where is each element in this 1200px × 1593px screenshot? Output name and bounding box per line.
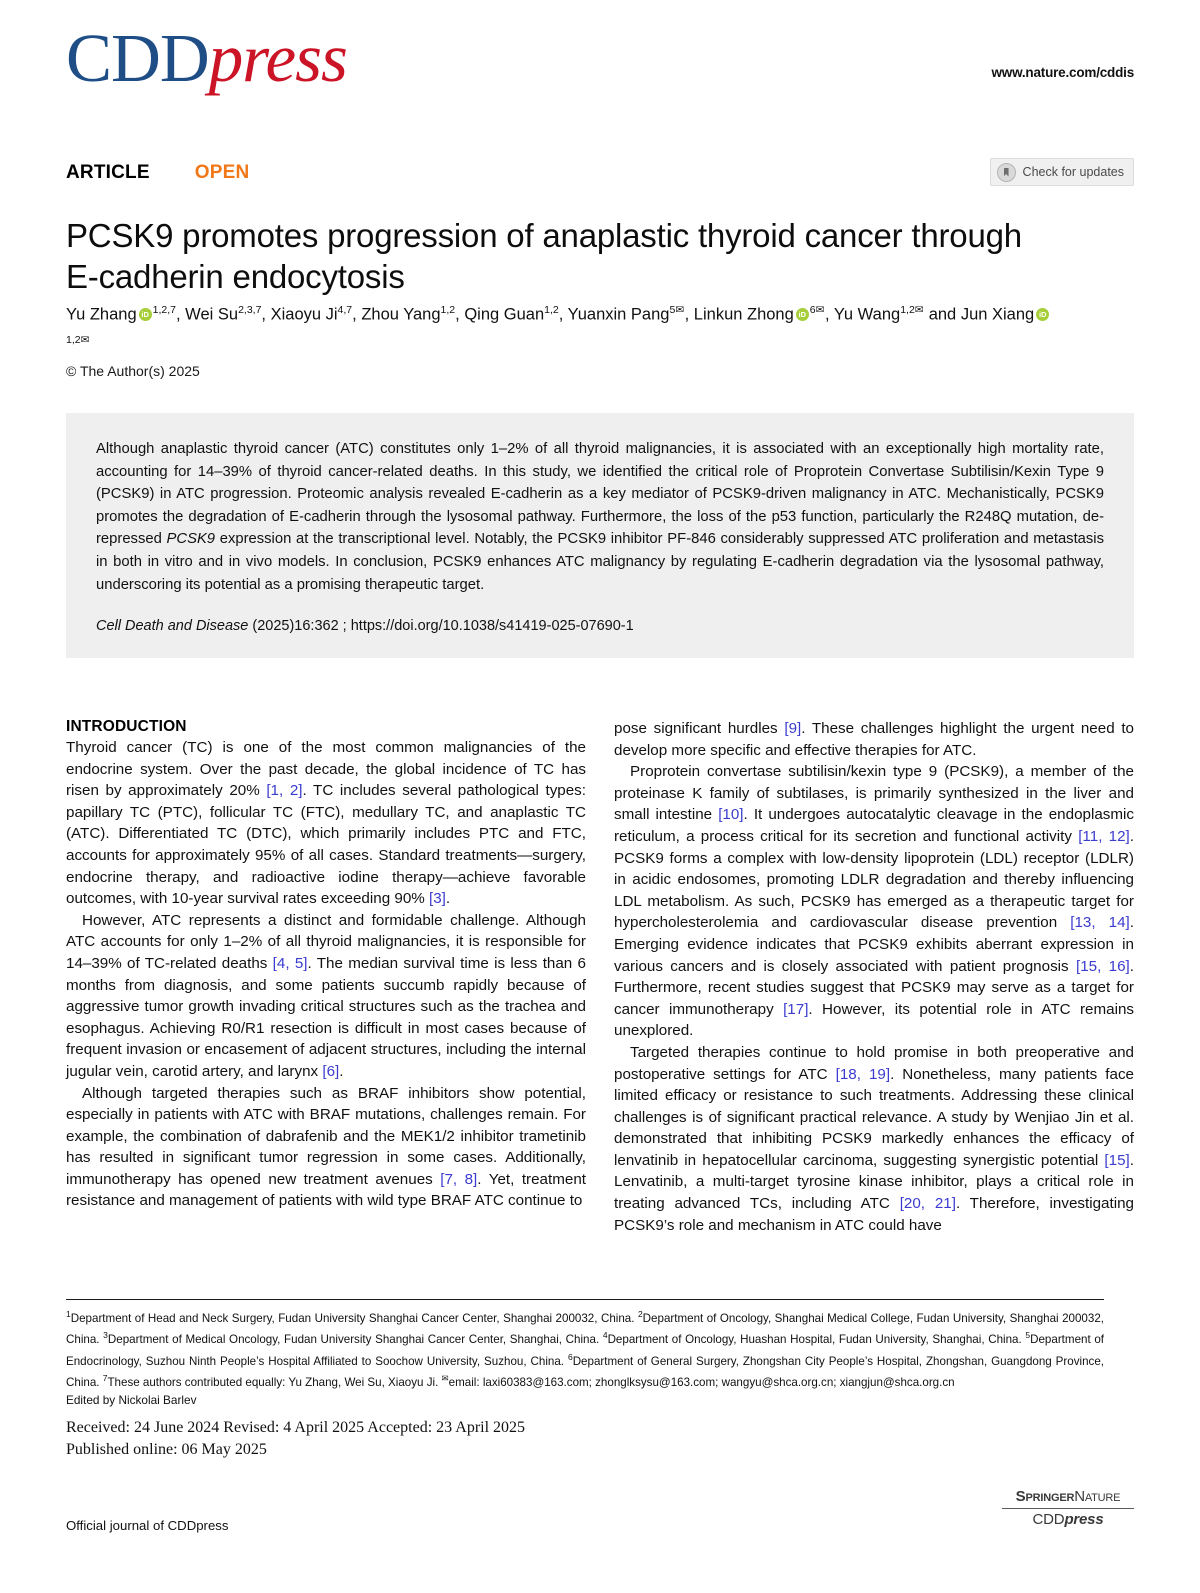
body-columns [66, 718, 1134, 1236]
affiliation-footnotes [66, 1306, 1104, 1391]
author-affiliation-marker: 1,2 [440, 304, 456, 316]
affiliation-text: Department of General Surgery, Zhongshan City People’s Hospital, Zhongshan, Guangdong Province, China. [66, 1354, 1104, 1389]
article-type-label: ARTICLE [66, 162, 150, 183]
author-affiliation-marker: 1,2 [66, 333, 81, 346]
official-journal-line: Official journal of CDDpress [66, 1518, 229, 1533]
author-name[interactable]: Qing Guan [464, 305, 545, 324]
affiliation-marker: 3 [103, 1330, 108, 1341]
citation-reference[interactable]: [11, 12] [1078, 827, 1130, 845]
editor-line: Edited by Nickolai Barlev [66, 1393, 197, 1407]
paragraph: pose significant hurdles [9]. These challenges highlight the urgent need to develop more specific and effective therapies for ATC. [614, 720, 1134, 759]
email-label: email: [448, 1375, 483, 1389]
copyright-line: © The Author(s) 2025 [66, 363, 200, 379]
affiliation-marker: 2 [637, 1309, 643, 1319]
check-for-updates-label: Check for updates [1022, 165, 1124, 179]
press-sub-text: press [1064, 1511, 1104, 1528]
journal-url[interactable]: www.nature.com/cddis [991, 65, 1134, 80]
author-name[interactable]: Jun Xiang [960, 305, 1035, 324]
author-affiliation-marker: 4,7 [337, 304, 353, 316]
citation-reference[interactable]: [13, 14] [1070, 914, 1130, 932]
author-list: Yu Zhang iD $^{1,2,7}$, Wei Su$^{2,3,7}$, Xiaoyu Ji$^{4,7}$, Zhou Yang$^{1,2}$, Qing Guan$^{1,2}$, Yuanxin Pang$^{5✉}$, Linkun Zhong iD $^{6✉}$, Yu Wang$^{1,2✉}$ and Jun XiangiD$^{1,2✉}$ [66, 298, 1051, 357]
author-name[interactable]: Yu Zhang [66, 305, 137, 324]
affiliation-text: Department of Medical Oncology, Fudan University Shanghai Cancer Center, Shanghai, China. [107, 1333, 603, 1347]
abstract-text [96, 438, 1104, 596]
citation-reference[interactable]: [7, 8] [440, 1170, 478, 1188]
abstract-box [66, 413, 1134, 658]
cddpress-sublogo [1002, 1511, 1134, 1528]
citation-reference[interactable]: [9] [784, 720, 802, 737]
author-affiliation-marker: 5 [669, 304, 676, 316]
author-name[interactable]: Linkun Zhong [693, 305, 794, 324]
affiliation-marker: 7 [102, 1372, 108, 1383]
affiliation-marker: 1 [66, 1309, 71, 1319]
author-name[interactable]: Xiaoyu Ji [270, 305, 338, 324]
orcid-icon[interactable] [139, 308, 152, 321]
paragraph: Although targeted therapies such as BRAF inhibitors show potential, especially in patients with ATC with BRAF mutations, challenges remain. For example, the combination of dabrafenib and the MEK1/2 inhibitor trametinib has resulted in significant tumor regression in some cases. Additionally, immunotherapy has opened new treatment avenues [7, 8]. Yet, treatment resistance and management of patients with wild type BRAF ATC continue to [66, 1084, 586, 1210]
abstract-part-1: Although anaplastic thyroid cancer (ATC) constitutes only 1–2% of all thyroid malignancies, it is associated with an exceptionally high mortality rate, accounting for 14–39% of thyroid cancer-related deaths. In this study, we identified the critical role of Proprotein Convertase Subtilisin/Kexin Type 9 (PCSK9) in ATC progression. Proteomic analysis revealed E-cadherin as a key mediator of PCSK9-driven malignancy in ATC. Mechanistically, PCSK9 promotes the degradation of E-cadherin through the lysosomal pathway. Furthermore, the loss of the p53 function, particularly the R248Q mutation, de-repressed [96, 441, 1104, 548]
logo-primary-text: CDD [66, 20, 209, 96]
citation-reference[interactable]: [15, 16] [1075, 957, 1130, 975]
publication-dates [66, 1417, 766, 1461]
affiliation-marker: 4 [602, 1330, 608, 1341]
page-title: PCSK9 promotes progression of anaplastic thyroid cancer through E-cadherin endocytosis [66, 217, 1022, 296]
affiliation-marker: 6 [567, 1351, 573, 1362]
abstract-italic-gene: PCSK9 [166, 531, 216, 548]
citation-reference[interactable]: [20, 21] [899, 1195, 956, 1213]
paragraph: Proprotein convertase subtilisin/kexin type 9 (PCSK9), a member of the proteinase K family of subtilases, is primarily synthesized in the liver and small intestine [10]. It undergoes autocatalytic cleavage in the endoplasmic reticulum, a process critical for its secretion and functional activity [11, 12]. PCSK9 forms a complex with low-density lipoprotein (LDL) receptor (LDLR) in acidic endosomes, promoting LDLR degradation and thereby influencing LDL metabolism. As such, PCSK9 has emerged as a therapeutic target for hypercholesterolemia and cardiovascular disease prevention [13, 14]. Emerging evidence indicates that PCSK9 exhibits aberrant expression in various cancers and is closely associated with patient prognosis [15, 16]. Furthermore, recent studies suggest that PCSK9 may serve as a target for cancer immunotherapy [17]. However, its potential role in ATC remains unexplored. [614, 763, 1135, 1040]
author-affiliation-marker: 1,2,7 [152, 304, 176, 316]
logo-secondary-text: press [208, 20, 347, 96]
right-column [614, 718, 1134, 1236]
affiliation-text: Department of Head and Neck Surgery, Fudan University Shanghai Cancer Center, Shanghai 200032, China. [70, 1311, 638, 1325]
journal-name: Cell Death and Disease [96, 618, 249, 635]
author-affiliation-marker: 1,2 [544, 304, 559, 316]
citation-reference[interactable]: [17] [783, 1000, 809, 1018]
corresponding-author-icon[interactable]: ✉ [675, 304, 685, 316]
author-affiliation-marker: 2,3,7 [238, 304, 262, 316]
open-access-badge: OPEN [194, 162, 250, 183]
author-affiliation-marker: 6 [809, 304, 816, 316]
corresponding-author-icon[interactable]: ✉ [914, 304, 925, 316]
springer-nature-logo [1002, 1488, 1134, 1528]
citation-reference[interactable]: [10] [718, 806, 744, 824]
paragraph: Targeted therapies continue to hold promise in both preoperative and postoperative settings for ATC [18, 19]. Nonetheless, many patients face limited efficacy or resistance to such treatments. Addressing these clinical challenges is of significant practical relevance. A study by Wenjiao Jin et al. demonstrated that inhibiting PCSK9 markedly enhances the efficacy of lenvatinib in hepatocellular carcinoma, suggesting synergistic potential [15]. Lenvatinib, a multi-target tyrosine kinase inhibitor, plays a critical role in treating advanced TCs, including ATC [20, 21]. Therefore, investigating PCSK9’s role and mechanism in ATC could have [614, 1043, 1134, 1234]
citation-reference[interactable]: [18, 19] [835, 1065, 891, 1083]
citation-reference[interactable]: [1, 2] [266, 782, 303, 800]
orcid-icon[interactable] [796, 308, 809, 321]
received-revised-accepted: Received: 24 June 2024 Revised: 4 April 2025 Accepted: 23 April 2025 [66, 1419, 526, 1436]
affiliation-text: Department of Endocrinology, Suzhou Ninth People’s Hospital Affiliated to Soochow University, Suzhou, China. [66, 1333, 1105, 1368]
orcid-icon[interactable] [1036, 308, 1049, 321]
author-affiliation-marker: 1,2 [900, 304, 915, 316]
published-online: Published online: 06 May 2025 [66, 1441, 267, 1458]
article-kicker-row [66, 162, 1134, 192]
corresponding-author-icon[interactable]: ✉ [815, 304, 825, 316]
affiliation-text: These authors contributed equally: Yu Zhang, Wei Su, Xiaoyu Ji. [107, 1375, 442, 1389]
journal-citation-detail[interactable]: (2025)16:362 ; https://doi.org/10.1038/s41419-025-07690-1 [248, 618, 634, 635]
cdd-sub-text: CDD [1032, 1511, 1065, 1528]
abstract-part-2: expression at the transcriptional level. Notably, the PCSK9 inhibitor PF-846 considerably suppressed ATC proliferation and metastasis in both in vitro and in vivo models. In conclusion, PCSK9 enhances ATC malignancy by regulating E-cadherin degradation via the lysosomal pathway, underscoring its potential as a promising therapeutic target. [96, 531, 1104, 593]
paragraph: Thyroid cancer (TC) is one of the most common malignancies of the endocrine system. Over the past decade, the global incidence of TC has risen by approximately 20% [1, 2]. TC includes several pathological types: papillary TC (PTC), follicular TC (FTC), medullary TC, and anaplastic TC (ATC). Differentiated TC (DTC), which primarily includes PTC and FTC, accounts for approximately 95% of all cases. Standard treatments—surgery, endocrine therapy, and radioactive iodine therapy—achieve favorable outcomes, with 10-year survival rates exceeding 90% [3]. [66, 739, 586, 908]
section-heading-introduction: INTRODUCTION [66, 718, 187, 735]
citation-reference[interactable]: [4, 5] [272, 954, 308, 972]
springer-text: Springer [1015, 1488, 1075, 1505]
cddpress-logo [66, 20, 347, 96]
email-envelope-icon: ✉ [441, 1372, 449, 1383]
citation-reference[interactable]: [6] [322, 1062, 340, 1080]
corresponding-author-icon[interactable]: ✉ [80, 333, 90, 346]
nature-text: Nature [1074, 1488, 1121, 1505]
citation-reference[interactable]: [15] [1104, 1151, 1130, 1169]
affiliation-text: Department of Oncology, Shanghai Medical College, Fudan University, Shanghai 200032, China. [66, 1311, 1105, 1347]
footnote-divider [66, 1299, 1104, 1300]
journal-citation [96, 618, 1104, 634]
check-for-updates-button[interactable] [990, 158, 1134, 186]
author-name[interactable]: Yu Wang [833, 305, 901, 324]
citation-reference[interactable]: [3] [429, 890, 446, 908]
logo-divider [1002, 1508, 1134, 1509]
left-column [66, 718, 586, 1236]
corresponding-emails[interactable]: laxi60383@163.com; zhonglksysu@163.com; wangyu@shca.org.cn; xiangjun@shca.org.cn [482, 1375, 955, 1389]
affiliation-marker: 5 [1025, 1330, 1031, 1341]
springer-nature-wordmark [1002, 1488, 1134, 1505]
crossmark-icon [997, 163, 1016, 182]
author-name[interactable]: Zhou Yang [361, 305, 441, 324]
masthead [66, 20, 1134, 120]
affiliation-text: Department of Oncology, Huashan Hospital, Fudan University, Shanghai, China. [607, 1333, 1026, 1347]
author-name[interactable]: Wei Su [185, 305, 239, 324]
author-name[interactable]: Yuanxin Pang [567, 305, 670, 324]
paragraph: However, ATC represents a distinct and formidable challenge. Although ATC accounts for only 1–2% of all thyroid malignancies, it is responsible for 14–39% of TC-related deaths [4, 5]. The median survival time is less than 6 months from diagnosis, and some patients succumb rapidly because of aggressive tumor growth invading critical structures such as the trachea and esophagus. Achieving R0/R1 resection is difficult in most cases because of frequent invasion or encasement of adjacent structures, including the internal jugular vein, carotid artery, and larynx [6]. [66, 911, 586, 1080]
